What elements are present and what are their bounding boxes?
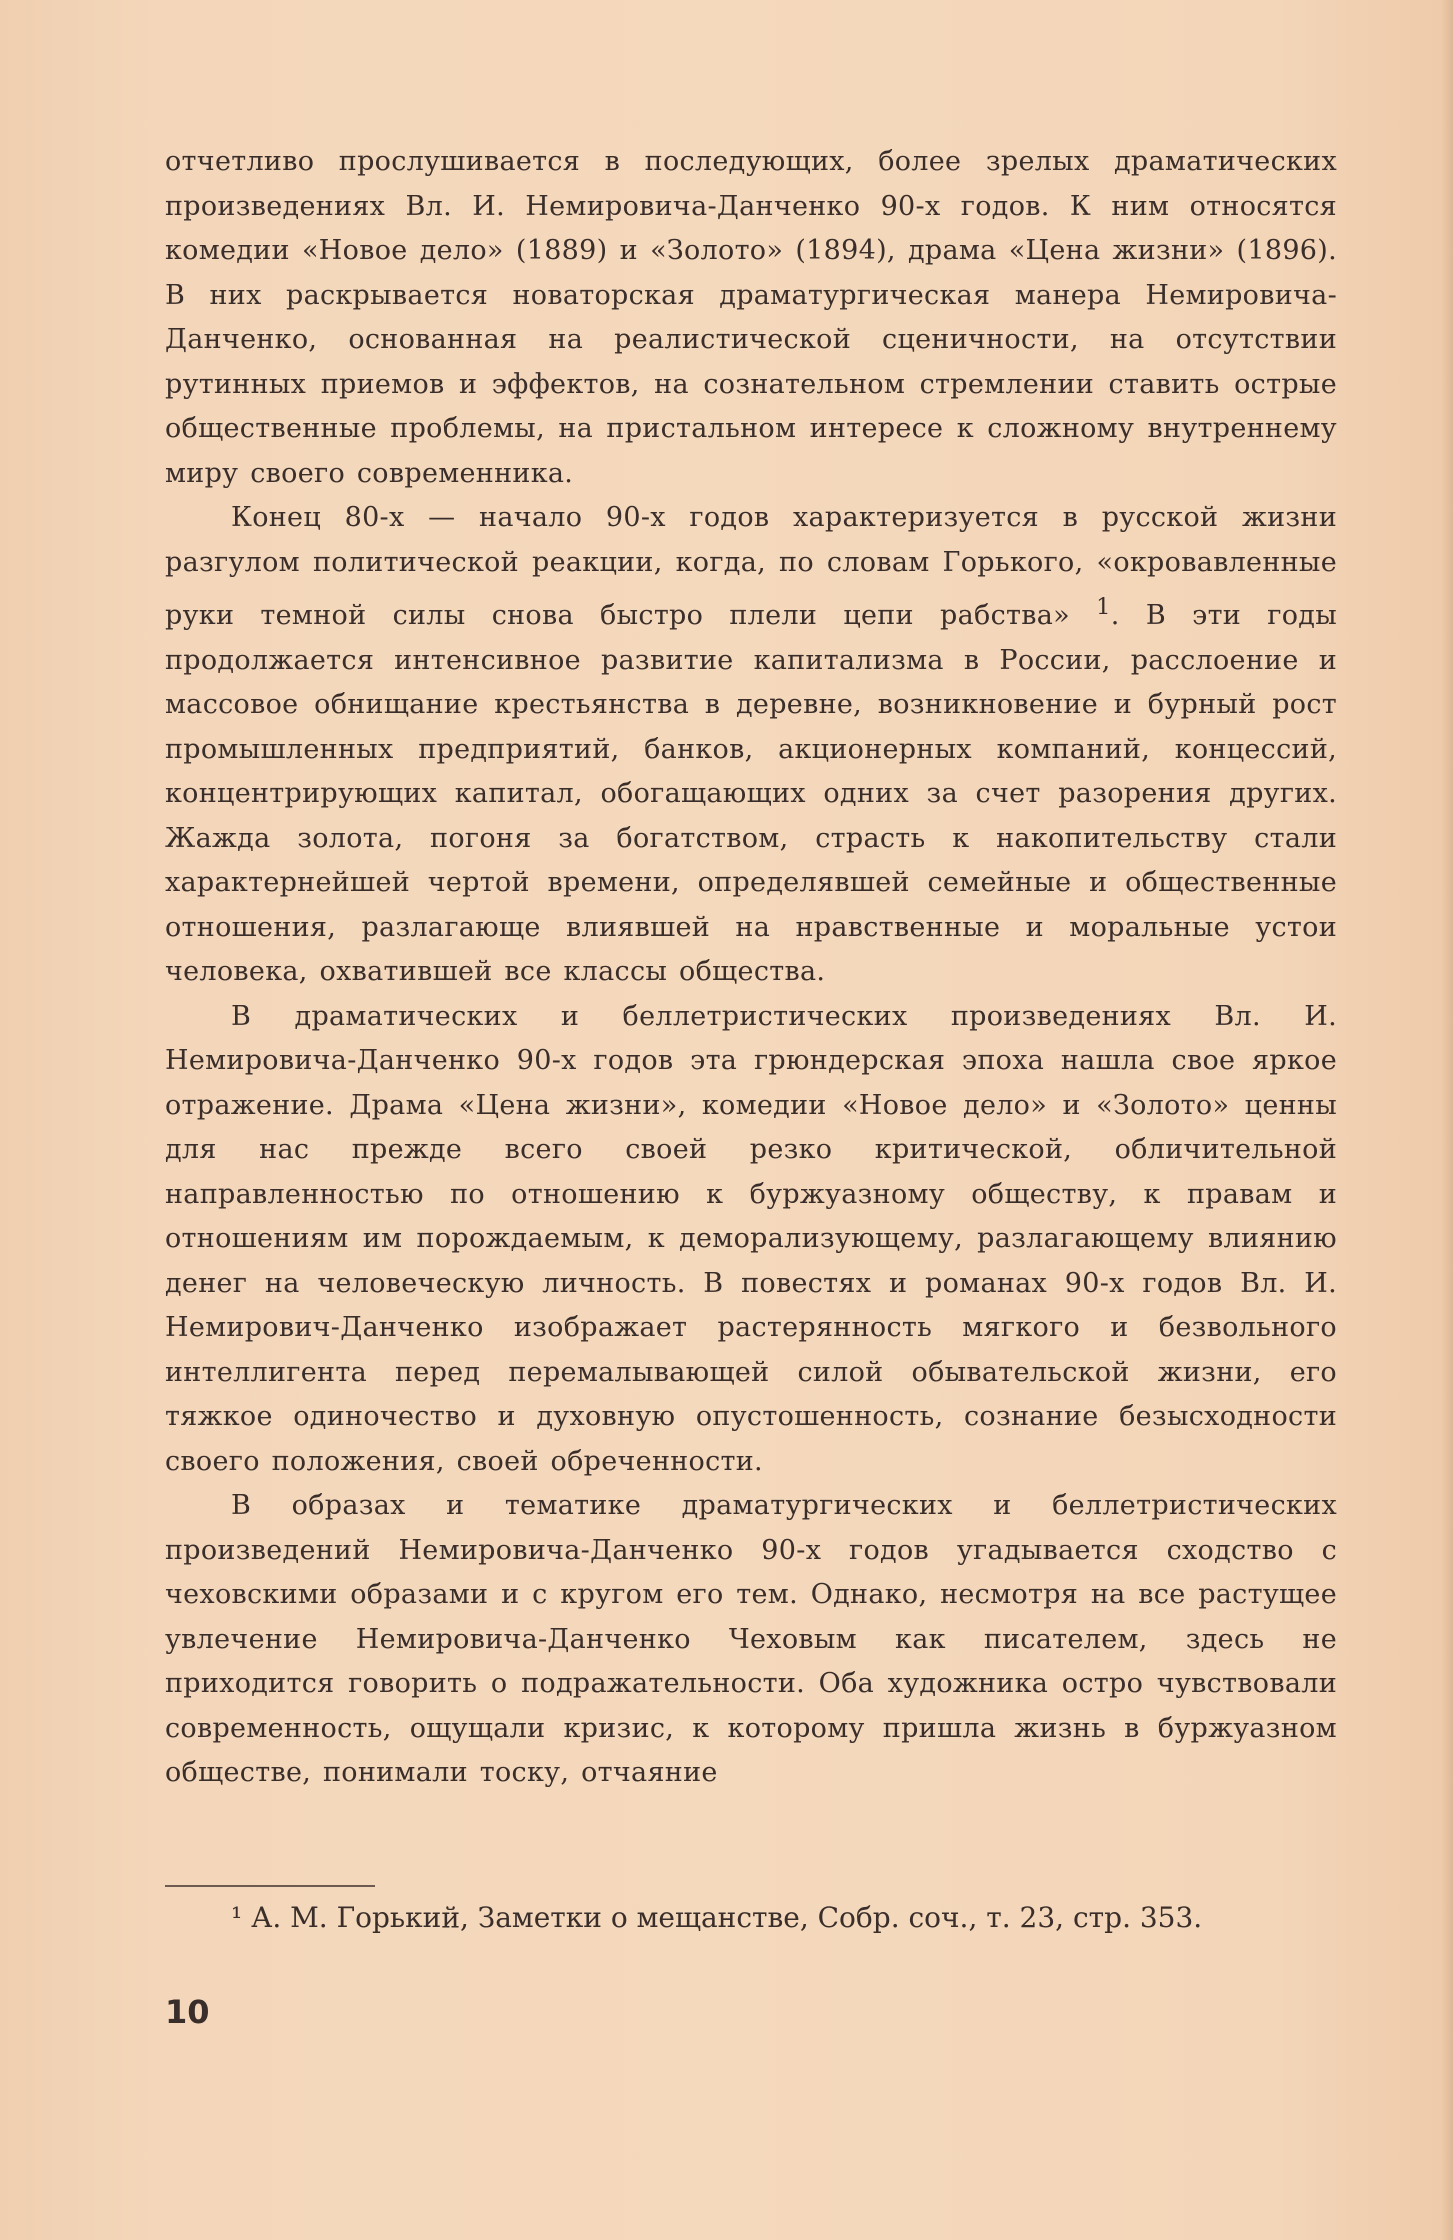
paragraph-4: В образах и тематике драматургических и беллетристических произведений Немировича-Данченко 90-х годов угадывается сходство с чеховскими образами и с кругом его тем. Однако, несмотря на все растущее увлечение Немировича-Данченко Чеховым как писателем, здесь не приходится говорить о подражательности. Оба художника остро чувствовали современность, ощущали кризис, к которому пришла жизнь в буржуазном обществе, понимали тоску, отчаяние: [165, 1490, 1337, 1788]
footnote-number: ¹: [231, 1901, 252, 1934]
paragraph-3: В драматических и беллетристических произведениях Вл. И. Немировича-Данченко 90-х годов эта грюндерская эпоха нашла свое яркое отражение. Драма «Цена жизни», комедии «Новое дело» и «Золото» ценны для нас прежде всего своей резко критической, обличительной направленностью по отношению к буржуазному обществу, к правам и отношениям им порождаемым, к деморализующему, разлагающему влиянию денег на человеческую личность. В повестях и романах 90-х годов Вл. И. Немирович-Данченко изображает растерянность мягкого и безвольного интеллигента перед перемалывающей силой обывательской жизни, его тяжкое одиночество и духовную опустошенность, сознание безысходности своего положения, своей обреченности.: [165, 1000, 1337, 1477]
footnote-marker: 1: [1096, 594, 1111, 620]
footnote: [165, 1897, 1337, 1939]
body-text: [165, 140, 1337, 1796]
footnote-divider: [165, 1885, 375, 1887]
paragraph-1: отчетливо прослушивается в последующих, более зрелых драматических произведениях Вл. И. Немировича-Данченко 90-х годов. К ним относятся комедии «Новое дело» (1889) и «Золото» (1894), драма «Цена жизни» (1896). В них раскрывается новаторская драматургическая манера Немировича-Данченко, основанная на реалистической сценичности, на отсутствии рутинных приемов и эффектов, на сознательном стремлении ставить острые общественные проблемы, на пристальном интересе к сложному внутреннему миру своего современника.: [165, 146, 1337, 489]
footnote-text: А. М. Горький, Заметки о мещанстве, Собр. соч., т. 23, стр. 353.: [251, 1901, 1203, 1934]
paragraph-2-continuation: . В эти годы продолжается интенсивное развитие капитализма в России, расслоение и массовое обнищание крестьянства в деревне, возникновение и бурный рост промышленных предприятий, банков, акционерных компаний, концессий, концентрирующих капитал, обогащающих одних за счет разорения других. Жажда золота, погоня за богатством, страсть к накопительству стали характернейшей чертой времени, определявшей семейные и общественные отношения, разлагающе влиявшей на нравственные и моральные устои человека, охватившей все классы общества.: [165, 600, 1337, 987]
paragraph-2: [165, 496, 1337, 995]
page-number: 10: [165, 1993, 210, 2031]
page-edge-shadow: [1441, 0, 1453, 2240]
paragraph-2-text: Конец 80-х — начало 90-х годов характеризуется в русской жизни разгулом политической реакции, когда, по словам Горького, «окровавленные руки темной силы снова быстро плели цепи рабства»: [165, 502, 1337, 631]
